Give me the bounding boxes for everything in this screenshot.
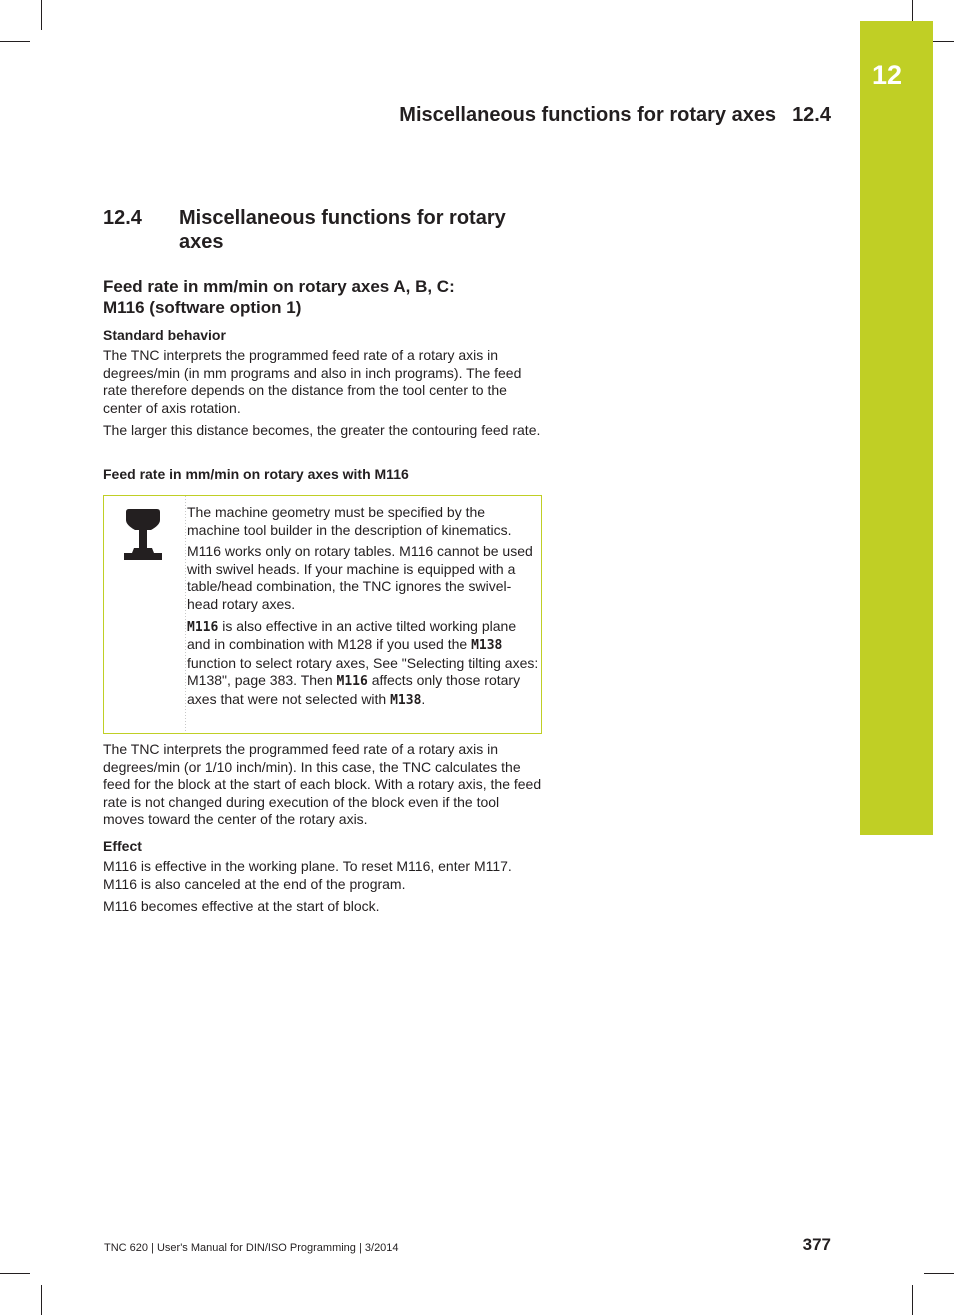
crop-mark bbox=[0, 41, 30, 42]
footer-text: TNC 620 | User's Manual for DIN/ISO Programming | 3/2014 bbox=[104, 1242, 399, 1254]
section-title-line2: axes bbox=[179, 231, 224, 253]
page-number: 377 bbox=[802, 1235, 831, 1254]
note-paragraph-3-text-4: . bbox=[421, 690, 426, 707]
running-title: Miscellaneous functions for rotary axes bbox=[399, 104, 777, 126]
crop-mark bbox=[0, 1273, 30, 1274]
chapter-number: 12 bbox=[872, 60, 903, 90]
crop-mark bbox=[912, 1285, 913, 1315]
effect-paragraph-2: M116 becomes effective at the start of block. bbox=[103, 898, 380, 914]
effect-paragraph-1: M116 is effective in the working plane. To reset M116, enter M117. M116 is also canceled at the end of the program. bbox=[103, 858, 512, 892]
crop-mark bbox=[41, 1285, 42, 1315]
running-section: 12.4 bbox=[792, 104, 831, 126]
note-box bbox=[103, 495, 542, 734]
effect-heading: Effect bbox=[103, 838, 142, 854]
section-title-line1: Miscellaneous functions for rotary bbox=[179, 207, 506, 229]
note-paragraph-3-text-2: function to select rotary axes, See "Selecting tilting axes: M138", page 383. Then bbox=[187, 654, 539, 689]
m116-feed-paragraph: The TNC interprets the programmed feed rate of a rotary axis in degrees/min (or 1/10 inch/min). In this case, the TNC calculates the feed for the block at the start of each block. With a rotary axis, the feed rate is not changed during execution of the block even if the tool moves toward the center of the rotary axis. bbox=[103, 741, 542, 828]
note-text bbox=[187, 504, 539, 714]
subsection-title-line2: M116 (software option 1) bbox=[103, 298, 302, 317]
crop-mark bbox=[924, 1273, 954, 1274]
code-m116: M116 bbox=[187, 619, 219, 635]
m116-feed-heading: Feed rate in mm/min on rotary axes with M116 bbox=[103, 466, 409, 482]
section-number: 12.4 bbox=[103, 207, 142, 229]
note-paragraph-1: The machine geometry must be specified by the machine tool builder in the description of kinematics. bbox=[187, 504, 512, 538]
crop-mark bbox=[41, 0, 42, 30]
code-m116: M116 bbox=[336, 674, 368, 690]
note-paragraph-3-text-1: is also effective in an active tilted working plane and in combination with M128 if you used the bbox=[187, 617, 517, 653]
section-title bbox=[103, 206, 543, 254]
standard-behavior-paragraph-1: The TNC interprets the programmed feed rate of a rotary axis in degrees/min (in mm programs and also in inch programs). The feed rate therefore depends on the distance from the tool center to the center of axis rotation. bbox=[103, 347, 522, 416]
note-paragraph-3-text-3: affects only those rotary axes that were not selected with bbox=[187, 672, 521, 707]
running-header bbox=[399, 104, 831, 127]
machine-icon bbox=[124, 508, 162, 560]
standard-behavior-paragraph-2: The larger this distance becomes, the greater the contouring feed rate. bbox=[103, 422, 541, 438]
standard-behavior-heading: Standard behavior bbox=[103, 327, 226, 343]
chapter-tab bbox=[860, 21, 933, 835]
note-divider bbox=[185, 496, 186, 733]
code-m138: M138 bbox=[390, 692, 422, 708]
note-paragraph-3 bbox=[187, 618, 539, 710]
subsection-title bbox=[103, 276, 543, 318]
note-paragraph-2: M116 works only on rotary tables. M116 cannot be used with swivel heads. If your machine is equipped with a table/head combination, the TNC ignores the swivel-head rotary axes. bbox=[187, 543, 533, 612]
subsection-title-line1: Feed rate in mm/min on rotary axes A, B, C: bbox=[103, 277, 455, 296]
code-m138: M138 bbox=[471, 638, 503, 654]
